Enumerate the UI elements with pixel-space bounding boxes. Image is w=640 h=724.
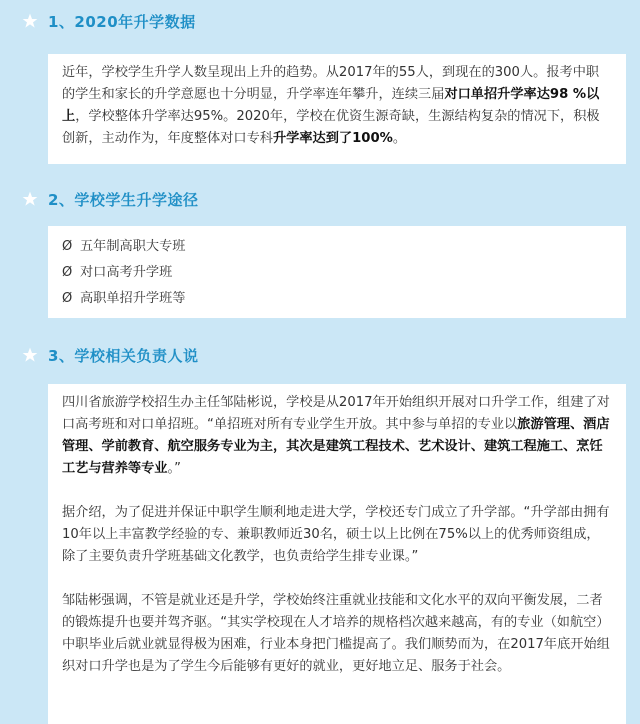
list-item-label: 五年制高职大专班 — [80, 239, 186, 254]
list-item — [62, 286, 612, 312]
list-item-label: 高职单招升学班等 — [80, 291, 186, 306]
bullet-icon: Ø — [62, 239, 73, 254]
paragraph-2: 据介绍，为了促进并保证中职学生顺利地走进大学，学校还专门成立了升学部。“升学部由拥有10年以上丰富教学经验的专、兼职教师近30名，硕士以上比例在75%以上的优秀师资组成，除了主要负责升学班基础文化教学，也负责给学生排专业课。” — [62, 505, 610, 564]
section-1-title: 1、2020年升学数据 — [48, 12, 196, 31]
highlight-text: 对口单招升学率达98 %以上 — [62, 87, 600, 124]
section-3-header — [0, 338, 640, 372]
list-item — [62, 234, 612, 260]
bullet-icon: Ø — [62, 291, 73, 306]
list-item-label: 对口高考升学班 — [80, 265, 173, 280]
section-2-header — [0, 182, 640, 216]
paragraph-1 — [62, 392, 612, 480]
section-3-title: 3、学校相关负责人说 — [48, 346, 199, 365]
section-1-card — [48, 54, 626, 164]
section-3-card — [48, 384, 626, 724]
list-item — [62, 260, 612, 286]
section-2-title: 2、学校学生升学途径 — [48, 190, 199, 209]
text-segment: 四川省旅游学校招生办主任邹陆彬说，学校是从2017年开始组织开展对口升学工作，组建了对口高考班和对口单招班。“单招班对所有专业学生开放。其中参与单招的专业以 — [62, 395, 610, 432]
highlight-text: 旅游管理、酒店管理、学前教育、航空服务专业为主，其次是建筑工程技术、艺术设计、建筑工程施工、烹饪工艺与营养等专业 — [62, 417, 610, 476]
paragraph-3: 邹陆彬强调，不管是就业还是升学，学校始终注重就业技能和文化水平的双向平衡发展，二者的锻炼提升也要并驾齐驱。“其实学校现在人才培养的规格档次越来越高，有的专业（如航空）中职毕业后就业就显得极为困难，行业本身把门槛提高了。我们顺势而为，在2017年底开始组织对口升学也是为了学生今后能够有更好的就业，更好地立足、服务于社会。 — [62, 593, 610, 674]
highlight-text: 升学率达到了100% — [273, 131, 393, 146]
star-icon — [22, 13, 38, 29]
text-segment: 。 — [392, 131, 407, 146]
star-icon — [22, 347, 38, 363]
star-icon — [22, 191, 38, 207]
section-1-paragraph — [62, 62, 612, 150]
section-1-header — [0, 4, 640, 38]
text-segment: 。” — [167, 461, 181, 476]
text-segment: ，学校整体升学率达95%。2020年，学校在优资生源奇缺，生源结构复杂的情况下，积极创新，主动作为，年度整体对口专科 — [62, 109, 600, 146]
section-2-card — [48, 226, 626, 318]
text-segment: 近年，学校学生升学人数呈现出上升的趋势。从2017年的55人，到现在的300人。报考中职的学生和家长的升学意愿也十分明显，升学率连年攀升，连续三届 — [62, 65, 600, 102]
bullet-icon: Ø — [62, 265, 73, 280]
